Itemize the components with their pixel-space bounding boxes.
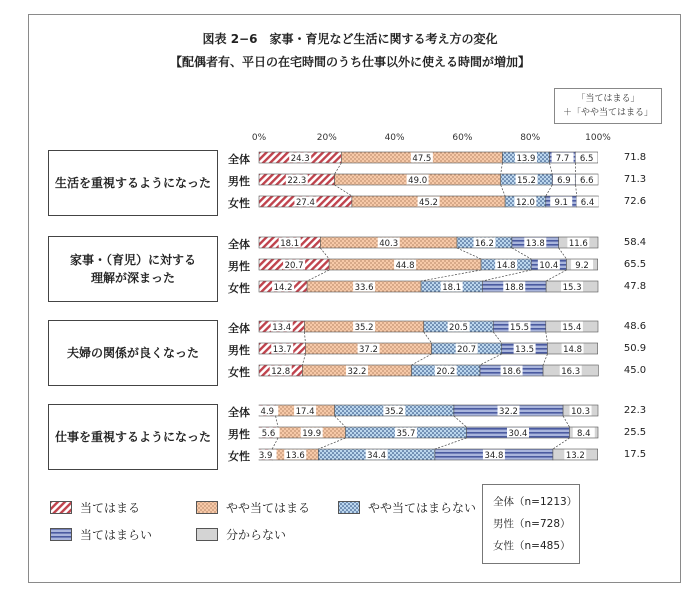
row-label: 男性 <box>228 428 250 441</box>
data-label: 18.1 <box>442 283 462 293</box>
data-label: 32.2 <box>499 407 518 417</box>
legend-label: 当てはまらい <box>80 528 153 542</box>
legend-swatch <box>196 501 218 514</box>
connector-line <box>454 416 467 427</box>
combined-total: 58.4 <box>623 237 647 248</box>
data-label: 14.2 <box>273 283 293 293</box>
connector-line <box>320 248 329 259</box>
combined-total: 71.3 <box>623 174 647 185</box>
data-label: 14.8 <box>496 261 516 271</box>
connector-line <box>276 416 278 427</box>
row-label: 全体 <box>228 322 250 335</box>
x-tick-label: 80% <box>520 133 541 143</box>
legend-label: 当てはまる <box>80 501 141 515</box>
combined-total: 72.6 <box>623 196 647 207</box>
data-label: 13.6 <box>285 451 305 461</box>
data-label: 6.5 <box>579 154 594 164</box>
combined-total: 22.3 <box>623 405 647 416</box>
combined-total: 65.5 <box>623 259 647 270</box>
legend-swatch <box>50 501 72 514</box>
data-label: 34.4 <box>367 451 387 461</box>
row-label: 女性 <box>228 197 250 210</box>
connector-line <box>493 332 501 343</box>
data-label: 13.8 <box>525 239 545 249</box>
connector-line <box>335 163 342 174</box>
group-label-lifestyle <box>48 150 218 216</box>
row-label: 男性 <box>228 344 250 357</box>
data-label: 7.7 <box>555 154 570 164</box>
legend-item-wakaranai <box>196 526 286 543</box>
data-label: 44.8 <box>395 261 415 271</box>
data-label: 12.0 <box>515 198 535 208</box>
data-label: 40.3 <box>379 239 399 249</box>
data-label: 16.3 <box>561 367 581 377</box>
legend-label: 分からない <box>226 528 287 542</box>
data-label: 17.4 <box>295 407 315 417</box>
connector-line <box>546 332 548 343</box>
row-label: 男性 <box>228 175 250 188</box>
combined-total: 47.8 <box>623 281 647 292</box>
data-label: 33.6 <box>354 283 374 293</box>
data-label: 14.8 <box>563 345 583 355</box>
data-label: 47.5 <box>412 154 432 164</box>
legend-swatch <box>50 528 72 541</box>
data-label: 15.3 <box>562 283 582 293</box>
connector-line <box>501 163 503 174</box>
group-label-housework <box>48 236 218 302</box>
connector-line <box>335 185 352 196</box>
data-label: 18.8 <box>504 283 524 293</box>
group-label-line: 夫婦の関係が良くなった <box>66 346 199 360</box>
connector-line <box>546 185 552 196</box>
connector-line <box>553 438 570 449</box>
connector-line <box>272 438 278 449</box>
x-tick-label: 40% <box>384 133 405 143</box>
combined-total: 45.0 <box>623 365 647 376</box>
group-label-line: 仕事を重視するようになった <box>54 430 211 444</box>
legend-swatch <box>338 501 360 514</box>
data-label: 6.9 <box>557 176 571 186</box>
data-label: 6.4 <box>580 198 595 208</box>
x-tick-label: 20% <box>316 133 337 143</box>
data-label: 9.2 <box>575 261 589 271</box>
connector-line <box>501 185 505 196</box>
data-label: 6.6 <box>580 176 594 186</box>
row-label: 女性 <box>228 450 250 463</box>
group-label-line: 家事・（育児）に対する <box>69 253 196 267</box>
data-label: 13.4 <box>272 323 292 333</box>
group-label-marriage <box>48 320 218 386</box>
data-label: 35.7 <box>396 429 416 439</box>
data-label: 16.2 <box>474 239 494 249</box>
combined-total: 71.8 <box>623 152 647 163</box>
connector-line <box>335 416 346 427</box>
combined-total: 25.5 <box>623 427 647 438</box>
legend-item-yaya-atehamaru <box>196 499 310 516</box>
connector-line <box>512 248 531 259</box>
data-label: 30.4 <box>508 429 528 439</box>
data-label: 35.2 <box>354 323 374 333</box>
connector-line <box>318 438 345 449</box>
legend-swatch <box>196 528 218 541</box>
data-label: 45.2 <box>419 198 438 208</box>
connector-line <box>546 270 566 281</box>
combined-total: 17.5 <box>623 449 647 460</box>
connector-line <box>307 270 329 281</box>
data-label: 35.2 <box>384 407 404 417</box>
data-label: 18.1 <box>280 239 300 249</box>
row-label: 女性 <box>228 366 250 379</box>
connector-line <box>435 438 467 449</box>
data-label: 13.7 <box>272 345 292 355</box>
connector-line <box>304 332 305 343</box>
connector-line <box>457 248 481 259</box>
data-label: 18.6 <box>502 367 522 377</box>
data-label: 8.4 <box>576 429 591 439</box>
data-label: 5.6 <box>261 429 276 439</box>
legend-item-atehamaru <box>50 499 140 516</box>
data-label: 20.5 <box>449 323 468 333</box>
x-tick-label: 60% <box>452 133 473 143</box>
legend-label: やや当てはまる <box>226 501 311 515</box>
sample-size-female: 女性（n=485） <box>493 540 571 552</box>
group-label-work <box>48 404 218 470</box>
data-label: 10.4 <box>539 261 559 271</box>
chart-subtitle: 【配偶者有、平日の在宅時間のうち仕事以外に使える時間が増加】 <box>169 55 530 69</box>
row-label: 女性 <box>228 282 250 295</box>
data-label: 12.8 <box>271 367 291 377</box>
data-label: 34.8 <box>484 451 504 461</box>
data-label: 32.2 <box>347 367 367 377</box>
data-label: 3.9 <box>258 451 273 461</box>
group-label-line: 生活を重視するようになった <box>54 176 211 190</box>
data-label: 4.9 <box>260 407 275 417</box>
data-label: 20.2 <box>436 367 456 377</box>
data-label: 24.3 <box>290 154 310 164</box>
data-label: 49.0 <box>408 176 428 186</box>
data-label: 13.2 <box>565 451 585 461</box>
summary-line-2: ＋「やや当てはまる」 <box>562 108 653 118</box>
combined-total: 48.6 <box>623 321 647 332</box>
data-label: 13.9 <box>516 154 536 164</box>
connector-line <box>482 270 531 281</box>
sample-size-box <box>482 484 580 564</box>
data-label: 27.4 <box>295 198 315 208</box>
data-label: 20.7 <box>284 261 304 271</box>
data-label: 22.3 <box>287 176 307 186</box>
x-tick-label: 100% <box>585 133 611 143</box>
connector-line <box>302 354 305 365</box>
connector-line <box>412 354 432 365</box>
data-label: 11.6 <box>568 239 588 249</box>
combined-total: 50.9 <box>623 343 647 354</box>
connector-line <box>559 248 567 259</box>
data-label: 15.2 <box>517 176 536 186</box>
data-label: 10.3 <box>571 407 591 417</box>
legend-item-atehamarai <box>50 526 152 543</box>
group-label-line: 理解が深まった <box>90 271 175 285</box>
row-label: 男性 <box>228 260 250 273</box>
summary-line-1: 「当てはまる」 <box>576 94 640 104</box>
x-tick-label: 0% <box>251 133 267 143</box>
data-label: 20.7 <box>457 345 477 355</box>
connector-line <box>424 332 432 343</box>
connector-line <box>576 185 577 196</box>
data-label: 37.2 <box>359 345 378 355</box>
connector-line <box>550 163 553 174</box>
sample-size-male: 男性（n=728） <box>493 518 571 530</box>
data-label: 15.4 <box>562 323 582 333</box>
data-label: 9.1 <box>554 198 568 208</box>
chart-title: 図表 2−6 家事・育児など生活に関する考え方の変化 <box>202 32 498 46</box>
row-label: 全体 <box>228 406 250 419</box>
connector-line <box>563 416 569 427</box>
connector-line <box>480 354 502 365</box>
data-label: 15.5 <box>510 323 529 333</box>
row-label: 全体 <box>228 153 250 166</box>
connector-line <box>543 354 547 365</box>
row-label: 全体 <box>228 238 250 251</box>
legend-item-yaya-atehamaranai <box>338 499 476 516</box>
data-label: 13.5 <box>515 345 535 355</box>
connector-line <box>421 270 481 281</box>
sample-size-all: 全体（n=1213） <box>493 496 578 508</box>
legend-label: やや当てはまらない <box>368 501 477 515</box>
data-label: 19.9 <box>302 429 322 439</box>
